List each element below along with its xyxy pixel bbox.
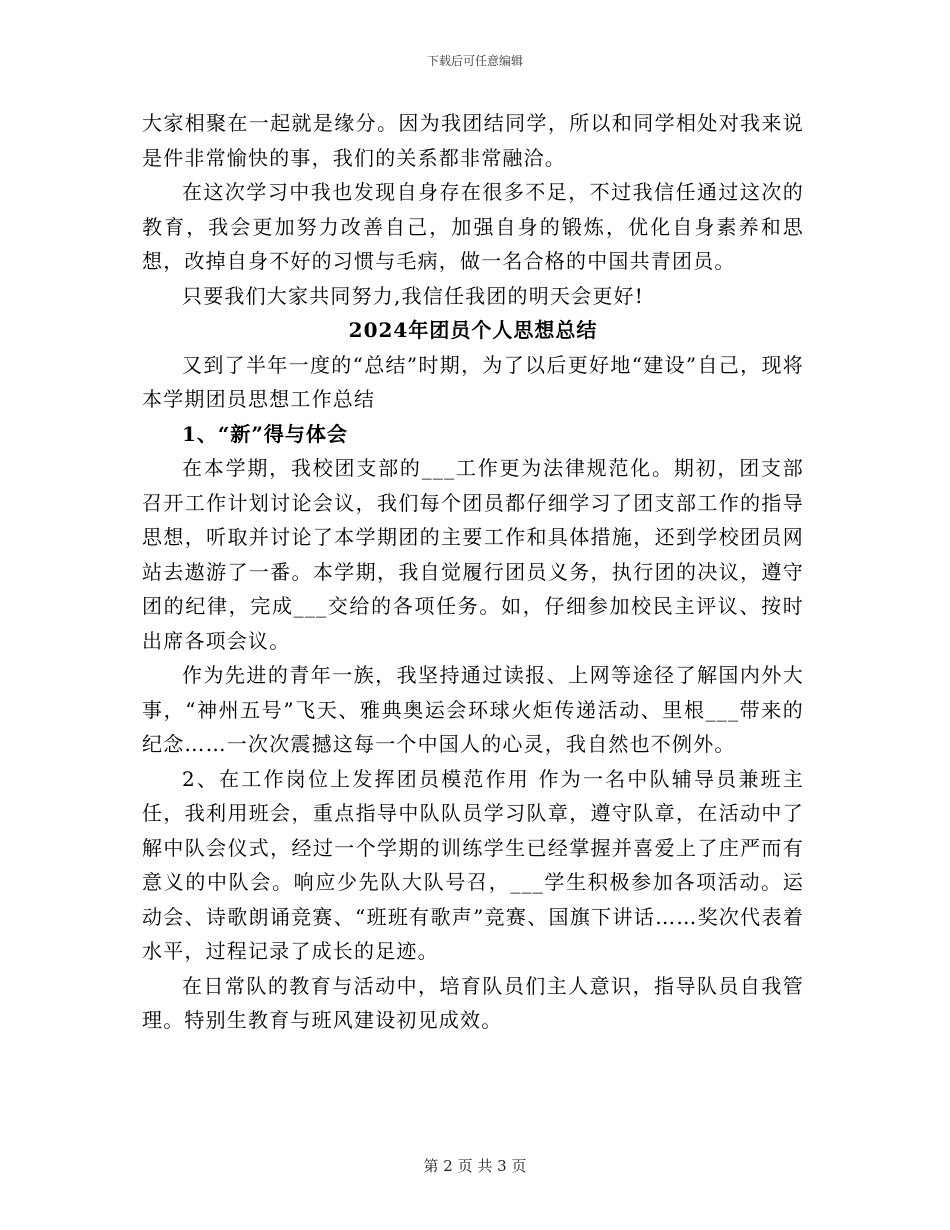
page-header: 下载后可任意编辑 xyxy=(426,54,523,68)
section-title: 2024年团员个人思想总结 xyxy=(348,318,598,342)
paragraph-5: 在本学期，我校团支部的___工作更为法律规范化。期初，团支部召开工作计划讨论会议，我们每个团员都仔细学习了团支部工作的指导思想，听取并讨论了本学期团的主要工作和具体措施，还到学校团员网站去遨游了一番。本学期，我自觉履行团员义务，执行团的决议，遵守团的纪律，完成___交给的各项任务。如，仔细参加校民主评议、按时出席各项会议。 xyxy=(142,456,804,653)
page-footer: 第 2 页 共 3 页 xyxy=(423,1157,527,1175)
paragraph-6: 作为先进的青年一族，我坚持通过读报、上网等途径了解国内外大事，“神州五号”飞天、雅典奥运会环球火炬传递活动、里根___带来的纪念……一次次震撼这每一个中国人的心灵，我自然也不例外。 xyxy=(142,663,804,756)
section-heading-1: 1、“新”得与体会 xyxy=(182,421,348,446)
paragraph-2: 在这次学习中我也发现自身存在很多不足，不过我信任通过这次的教育，我会更加努力改善自己，加强自身的锻炼，优化自身素养和思想，改掉自身不好的习惯与毛病，做一名合格的中国共青团员。 xyxy=(142,180,804,273)
paragraph-3: 只要我们大家共同努力,我信任我团的明天会更好! xyxy=(182,283,644,308)
paragraph-7: 2、在工作岗位上发挥团员模范作用 作为一名中队辅导员兼班主任，我利用班会，重点指导中队队员学习队章，遵守队章，在活动中了解中队会仪式，经过一个学期的训练学生已经掌握并喜爱上了庄严而有意义的中队会。响应少先队大队号召，___学生积极参加各项活动。运动会、诗歌朗诵竞赛、“班班有歌声”竞赛、国旗下讲话……奖次代表着水平，过程记录了成长的足迹。 xyxy=(142,766,804,963)
paragraph-1: 大家相聚在一起就是缘分。因为我团结同学，所以和同学相处对我来说是件非常愉快的事，我们的关系都非常融洽。 xyxy=(142,111,804,170)
paragraph-4: 又到了半年一度的“总结”时期，为了以后更好地“建设”自己，现将本学期团员思想工作总结 xyxy=(142,352,804,411)
document-body xyxy=(142,106,804,1038)
paragraph-8: 在日常队的教育与活动中，培育队员们主人意识，指导队员自我管理。特别生教育与班风建设初见成效。 xyxy=(142,973,804,1032)
